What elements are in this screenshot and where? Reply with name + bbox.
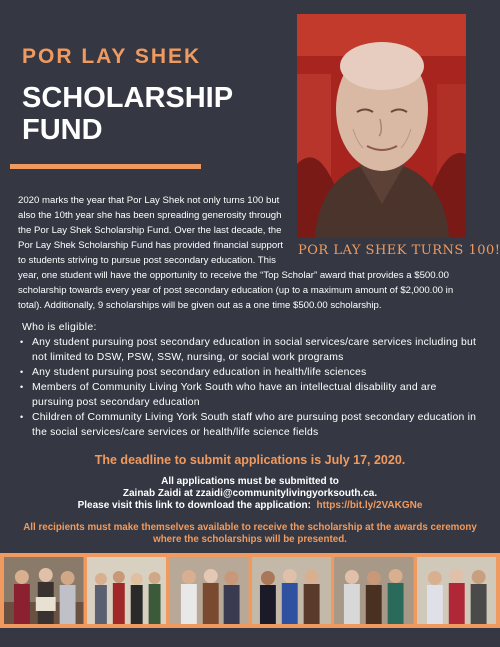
intro-text-block [18,193,476,313]
bullet-icon: • [20,337,24,347]
event-photo-2 [87,557,167,624]
application-link[interactable]: https://bit.ly/2VAKGNe [316,500,423,511]
list-item [18,380,480,410]
event-photo-1 [4,557,84,624]
submission-line-2: Zainab Zaidi at zzaidi@communitylivingyorksouth.ca. [122,488,378,499]
list-item-text: Any student pursuing post secondary education in health/life sciences [32,367,367,378]
eyebrow-title: POR LAY SHEK [22,45,202,68]
bullet-icon: • [20,367,24,377]
eligibility-heading: Who is eligible: [22,322,97,333]
event-photo-5 [334,557,414,624]
submission-instructions [0,476,500,512]
bullet-icon: • [20,382,24,392]
event-photo-6 [417,557,497,624]
eligibility-list [18,335,480,440]
list-item-text: Any student pursuing post secondary education in social services/care services including but not limited to DSW, PSW, SSW, nursing, or social work programs [32,337,477,363]
recipients-note: All recipients must make themselves available to receive the scholarship at the awards ceremony where the scholarships will be presented. [23,522,477,545]
intro-paragraph: 2020 marks the year that Por Lay Shek not only turns 100 but also the 10th year she has been spreading generosity through the Por Lay Shek Scholarship Fund. Over the last decade, the Por Lay Shek Scholarship Fund has provided financial support to students striving to pursue post secondary education. This year, one student will have the opportunity to receive the “Top Scholar” award that provides a $500.00 scholarship towards every year of post secondary education (up to a maximum amount of $2,000.00 in total). Additionally, 9 scholarships will be given out as a one time $500.00 scholarship. [18,195,454,311]
text-wrap-spacer [288,193,476,262]
page-title: SCHOLARSHIP FUND [22,82,234,146]
deadline-notice: The deadline to submit applications is July 17, 2020. [94,453,406,467]
title-divider [10,164,201,169]
list-item [18,410,480,440]
submission-line-3 [0,500,500,512]
portrait-caption: POR LAY SHEK TURNS 100! [298,243,500,258]
photo-strip [0,553,500,628]
list-item-text: Members of Community Living York South who have an intellectual disability and are pursuing post secondary education [32,382,437,408]
event-photo-4 [252,557,332,624]
list-item [18,365,480,380]
event-photo-3 [169,557,249,624]
list-item-text: Children of Community Living York South staff who are pursuing post secondary education in the social services/care services or health/life science fields [32,412,477,438]
list-item [18,335,480,365]
submission-line-1: All applications must be submitted to [161,476,339,487]
submission-link-prefix: Please visit this link to download the application: [77,500,311,511]
bullet-icon: • [20,412,24,422]
